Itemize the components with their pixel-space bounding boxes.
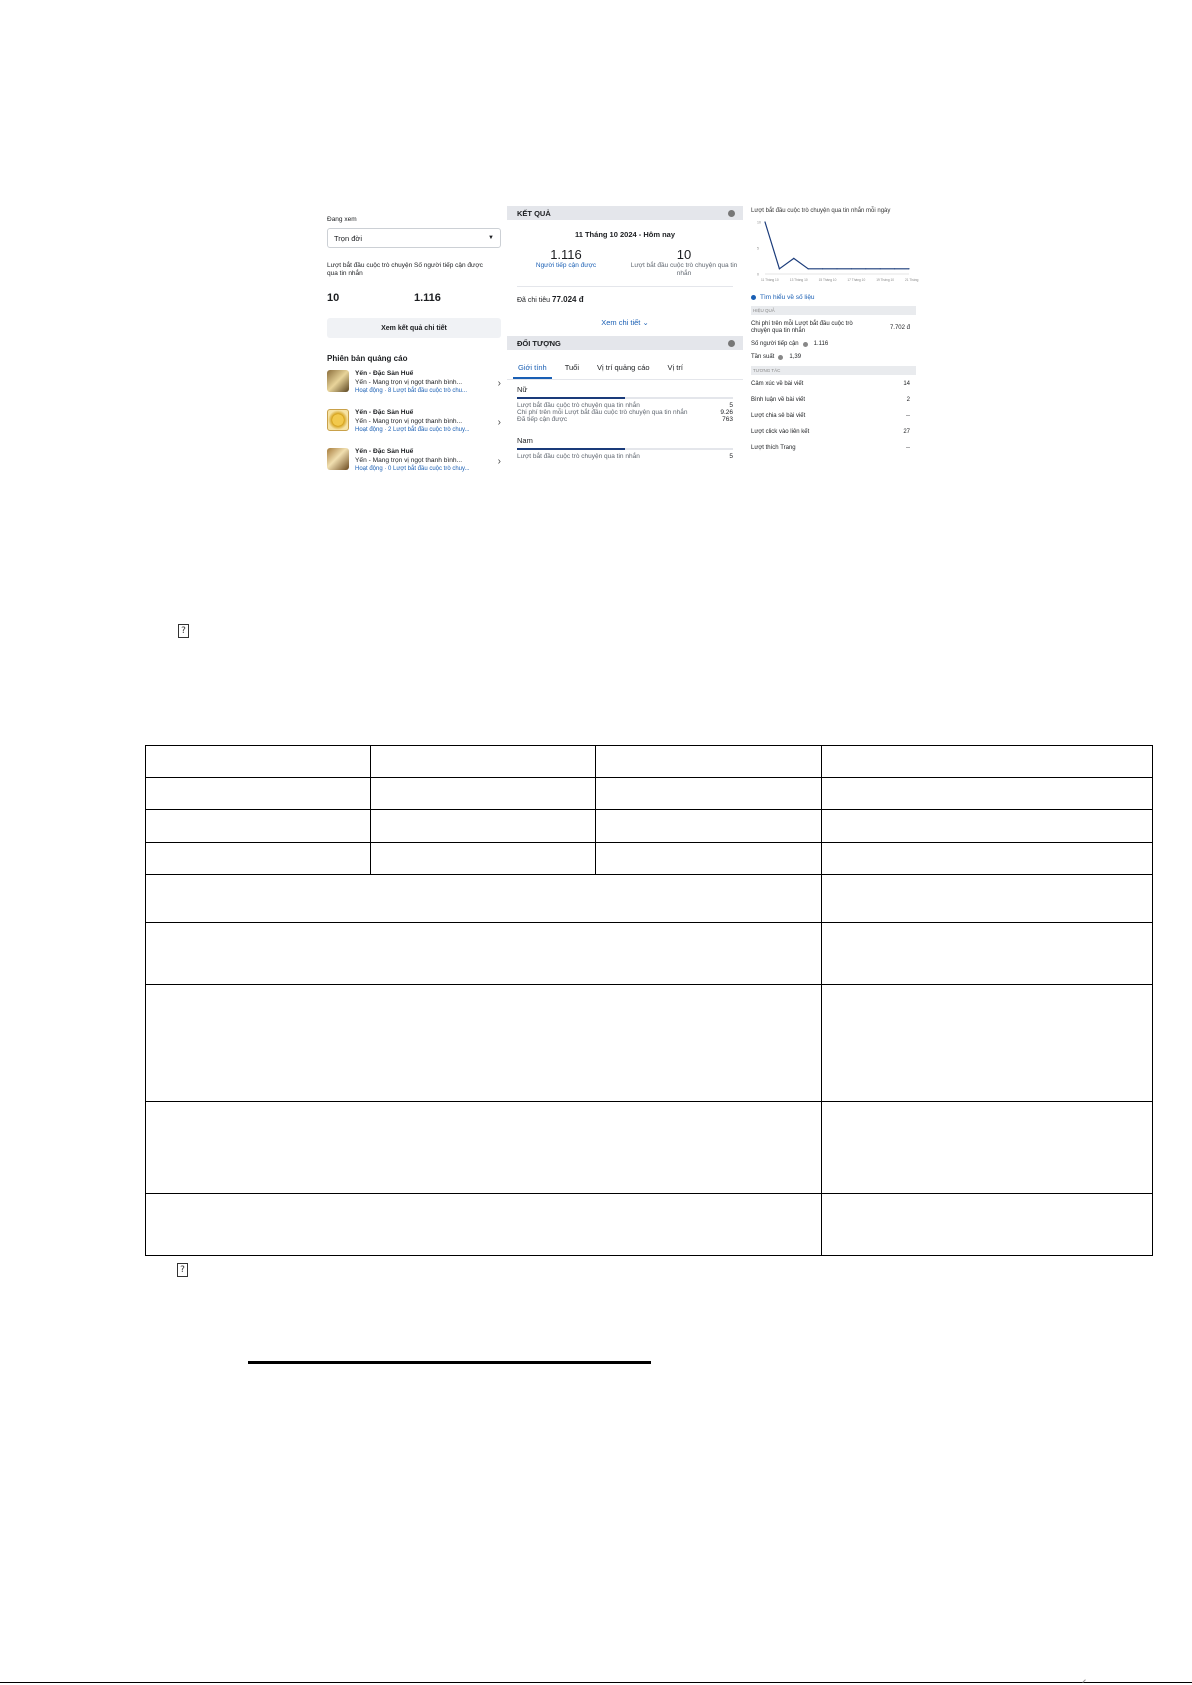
learn-about-metrics-link[interactable] bbox=[751, 294, 916, 301]
gender-female bbox=[507, 385, 743, 423]
metric-value: 14 bbox=[903, 381, 910, 387]
gender-metric-row bbox=[517, 402, 733, 409]
ad-activity: Hoạt động · 2 Lượt bắt đầu cuộc trò chuy... bbox=[355, 427, 470, 434]
interaction-row bbox=[751, 381, 916, 388]
table-cell bbox=[822, 746, 1153, 778]
table-row bbox=[146, 875, 1153, 923]
ad-subtitle: Yến - Mang trọn vị ngọt thanh bình... bbox=[355, 456, 463, 464]
metric-label: Số người tiếp cận bbox=[751, 341, 799, 347]
audience-tabs bbox=[507, 357, 743, 380]
table-row bbox=[146, 985, 1153, 1102]
series-line bbox=[765, 222, 909, 269]
period-value: Trọn đời bbox=[334, 233, 362, 243]
table-cell bbox=[822, 875, 1153, 923]
table-cell bbox=[822, 985, 1153, 1102]
reach-kpi bbox=[507, 247, 625, 278]
chevron-right-icon: › bbox=[497, 378, 501, 389]
info-icon[interactable] bbox=[728, 210, 735, 217]
info-icon[interactable] bbox=[778, 355, 783, 360]
data-point bbox=[836, 268, 837, 269]
metric-label: Lượt thích Trang bbox=[751, 445, 796, 451]
table-cell bbox=[596, 843, 822, 875]
data-point bbox=[894, 268, 895, 269]
period-dropdown[interactable] bbox=[327, 228, 501, 248]
gender-metric-row bbox=[517, 453, 733, 460]
data-point bbox=[880, 268, 881, 269]
broken-image-icon: ? bbox=[177, 1263, 188, 1277]
chevron-right-icon: › bbox=[497, 417, 501, 428]
metric-value: 2 bbox=[906, 397, 910, 403]
interaction-header: TƯƠNG TÁC bbox=[751, 366, 916, 375]
table-row bbox=[146, 1194, 1153, 1256]
metric-label: Bình luận về bài viết bbox=[751, 397, 806, 403]
data-point bbox=[865, 268, 866, 269]
ad-version-item[interactable] bbox=[327, 409, 501, 441]
ad-activity: Hoạt động · 0 Lượt bắt đầu cuộc trò chuy... bbox=[355, 466, 470, 473]
metric-value: -- bbox=[906, 413, 910, 419]
caret-down-icon: ▼ bbox=[488, 235, 494, 241]
info-icon[interactable] bbox=[728, 340, 735, 347]
table-cell bbox=[822, 843, 1153, 875]
interaction-row bbox=[751, 429, 916, 436]
table-cell bbox=[596, 746, 822, 778]
x-tick-label: 21 Tháng bbox=[905, 278, 919, 282]
ad-thumbnail bbox=[327, 409, 349, 431]
reach-kpi-caption: Người tiếp cận được bbox=[535, 262, 597, 269]
table-cell bbox=[146, 985, 822, 1102]
view-detailed-results-button[interactable]: Xem kết quả chi tiết bbox=[327, 318, 501, 338]
results-panel bbox=[507, 206, 743, 486]
x-tick-label: 19 Tháng 10 bbox=[876, 278, 895, 282]
metric-label: Lượt bắt đầu cuộc trò chuyện qua tin nhắn bbox=[517, 453, 640, 460]
x-tick-label: 15 Tháng 10 bbox=[818, 278, 837, 282]
tab-placement[interactable]: Vị trí quảng cáo bbox=[597, 363, 650, 372]
ad-name: Yến - Đặc Sản Huế bbox=[355, 409, 414, 416]
metric-value: 9.26 bbox=[720, 409, 733, 416]
table-cell bbox=[371, 843, 596, 875]
metric-label: Lượt click vào liên kết bbox=[751, 429, 810, 435]
table-row bbox=[146, 923, 1153, 985]
y-tick-label: 5 bbox=[757, 246, 759, 251]
conversations-kpi bbox=[625, 247, 743, 278]
x-tick-label: 13 Tháng 10 bbox=[789, 278, 808, 282]
table-cell bbox=[822, 1194, 1153, 1256]
ad-versions-heading: Phiên bản quảng cáo bbox=[327, 354, 408, 363]
table-cell bbox=[371, 746, 596, 778]
date-range: 11 Tháng 10 2024 - Hôm nay bbox=[574, 230, 676, 239]
table-cell bbox=[146, 875, 822, 923]
conversations-stat bbox=[327, 262, 414, 304]
see-details-link[interactable] bbox=[507, 318, 743, 330]
interaction-row bbox=[751, 397, 916, 404]
ad-activity: Hoạt động · 8 Lượt bắt đầu cuộc trò chu... bbox=[355, 388, 468, 395]
metric-value: 5 bbox=[729, 453, 733, 460]
learn-link-label: Tìm hiểu về số liệu bbox=[760, 294, 815, 301]
metric-label: Tần suất bbox=[751, 354, 775, 360]
y-tick-label: 10 bbox=[757, 220, 761, 225]
gender-metric-row bbox=[517, 409, 733, 416]
conversations-kpi-value: 10 bbox=[676, 247, 692, 262]
reach-stat bbox=[414, 262, 501, 304]
chevron-right-icon: › bbox=[497, 456, 501, 467]
see-details-label: Xem chi tiết bbox=[601, 318, 641, 327]
amount-spent-label: Đã chi tiêu bbox=[517, 297, 551, 304]
table-cell bbox=[596, 778, 822, 810]
ad-thumbnail bbox=[327, 448, 349, 470]
table-cell bbox=[146, 810, 371, 843]
info-dot-icon bbox=[751, 295, 756, 300]
amount-spent-value: 77.024 đ bbox=[552, 295, 584, 304]
chart-title: Lượt bắt đầu cuộc trò chuyện qua tin nhắn mỗi ngày bbox=[751, 208, 891, 214]
results-title: KẾT QUẢ bbox=[517, 208, 551, 218]
ad-subtitle: Yến - Mang trọn vị ngọt thanh bình... bbox=[355, 417, 463, 425]
gender-bar-fill bbox=[517, 448, 625, 450]
daily-conversations-chart bbox=[751, 216, 919, 288]
reach-kpi-value: 1.116 bbox=[550, 247, 582, 262]
x-tick-label: 17 Tháng 10 bbox=[847, 278, 866, 282]
table-cell bbox=[146, 746, 371, 778]
frequency-row bbox=[751, 354, 916, 361]
metric-label: Lượt bắt đầu cuộc trò chuyện qua tin nhắn bbox=[517, 402, 640, 409]
table-cell bbox=[822, 778, 1153, 810]
interaction-row bbox=[751, 445, 916, 452]
signature-line bbox=[248, 1361, 651, 1364]
table-cell bbox=[146, 923, 822, 985]
table-cell bbox=[146, 778, 371, 810]
ad-thumbnail bbox=[327, 370, 349, 392]
metric-value: 5 bbox=[729, 402, 733, 409]
reach-row bbox=[751, 341, 916, 348]
metric-value: -- bbox=[906, 445, 910, 451]
metric-label: Cảm xúc về bài viết bbox=[751, 381, 804, 387]
table-row bbox=[146, 746, 1153, 778]
x-tick-label: 11 Tháng 10 bbox=[761, 278, 779, 282]
gender-bar bbox=[517, 448, 733, 450]
data-point bbox=[779, 268, 780, 269]
data-point bbox=[808, 268, 809, 269]
performance-header: HIỆU QUẢ bbox=[751, 306, 916, 315]
data-point bbox=[822, 268, 823, 269]
campaign-summary-panel bbox=[327, 206, 507, 486]
cost-per-conversation-row bbox=[751, 321, 916, 335]
ad-name: Yến - Đặc Sản Huế bbox=[355, 370, 414, 377]
table-cell bbox=[371, 778, 596, 810]
gender-metric-row bbox=[517, 416, 733, 423]
reach-label: Số người tiếp cận được bbox=[414, 262, 483, 269]
divider bbox=[517, 286, 733, 287]
conversations-label: Lượt bắt đầu cuộc trò chuyện qua tin nhắn bbox=[327, 262, 413, 277]
info-icon[interactable] bbox=[803, 342, 808, 347]
table-cell bbox=[146, 1194, 822, 1256]
table-row bbox=[146, 778, 1153, 810]
table-row bbox=[146, 843, 1153, 875]
table-row bbox=[146, 1102, 1153, 1194]
audience-header bbox=[507, 336, 743, 350]
broken-image-icon: ? bbox=[178, 624, 189, 638]
metric-label: Đã tiếp cận được bbox=[517, 416, 568, 423]
gender-male bbox=[507, 436, 743, 460]
table-cell bbox=[371, 810, 596, 843]
data-point bbox=[764, 221, 765, 222]
kpi-row bbox=[507, 247, 743, 278]
chevron-down-icon: ⌄ bbox=[642, 318, 649, 327]
viewing-label: Đang xem bbox=[327, 216, 357, 223]
table-cell bbox=[822, 923, 1153, 985]
ad-name: Yến - Đặc Sản Huế bbox=[355, 448, 414, 455]
tab-location[interactable]: Vị trí bbox=[667, 363, 683, 372]
reach-value: 1.116 bbox=[414, 292, 441, 304]
empty-table bbox=[145, 745, 1153, 1256]
table-row bbox=[146, 810, 1153, 843]
table-cell bbox=[146, 843, 371, 875]
results-header bbox=[507, 206, 743, 220]
tab-age[interactable]: Tuổi bbox=[564, 363, 579, 372]
table-cell bbox=[822, 810, 1153, 843]
ad-version-item[interactable] bbox=[327, 370, 501, 402]
gender-name: Nữ bbox=[517, 385, 528, 394]
ad-version-item[interactable] bbox=[327, 448, 501, 480]
metric-value: 27 bbox=[903, 429, 910, 435]
gender-bar bbox=[517, 397, 733, 399]
metric-label: Chi phí trên mỗi Lượt bắt đầu cuộc trò chuyện qua tin nhắn bbox=[751, 321, 853, 334]
conversations-kpi-caption: Lượt bắt đầu cuộc trò chuyện qua tin nhắn bbox=[630, 262, 738, 277]
summary-stats bbox=[327, 262, 501, 304]
data-point bbox=[851, 268, 852, 269]
ads-report-screenshot bbox=[327, 206, 920, 486]
conversations-value: 10 bbox=[327, 292, 340, 304]
gender-name: Nam bbox=[517, 436, 533, 445]
y-tick-label: 0 bbox=[757, 272, 759, 277]
metrics-panel bbox=[743, 206, 920, 486]
footer-rule bbox=[0, 1682, 1192, 1683]
gender-bar-fill bbox=[517, 397, 625, 399]
metric-value: 1.116 bbox=[813, 341, 829, 347]
metric-value: 7.702 đ bbox=[889, 324, 910, 331]
tab-gender[interactable]: Giới tính bbox=[513, 357, 552, 379]
amount-spent bbox=[517, 295, 743, 304]
data-point bbox=[908, 268, 909, 269]
table-cell bbox=[596, 810, 822, 843]
audience-title: ĐỐI TƯỢNG bbox=[517, 338, 561, 348]
ad-subtitle: Yến - Mang trọn vị ngọt thanh bình... bbox=[355, 378, 463, 386]
interaction-row bbox=[751, 413, 916, 420]
metric-value: 1,39 bbox=[789, 354, 802, 360]
metric-label: Lượt chia sẻ bài viết bbox=[751, 413, 806, 419]
metric-value: 763 bbox=[722, 416, 733, 423]
data-point bbox=[793, 258, 794, 259]
table-cell bbox=[146, 1102, 822, 1194]
table-cell bbox=[822, 1102, 1153, 1194]
metric-label: Chi phí trên mỗi Lượt bắt đầu cuộc trò chuyện qua tin nhắn bbox=[517, 409, 688, 416]
